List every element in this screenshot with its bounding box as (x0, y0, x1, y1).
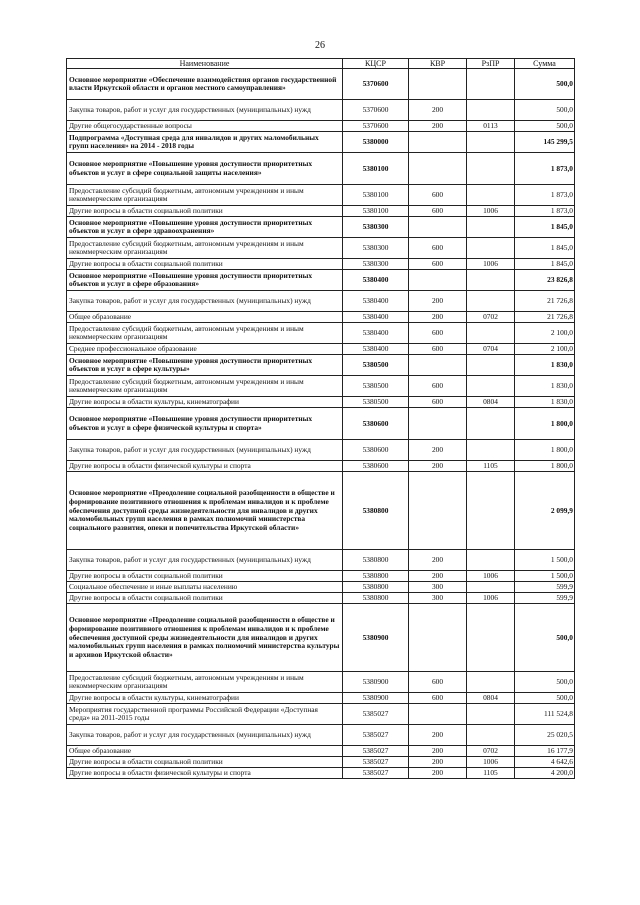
cell-kvr: 600 (409, 206, 467, 217)
cell-sum: 2 100,0 (515, 323, 575, 344)
budget-table (66, 58, 575, 779)
cell-sum: 2 099,9 (515, 472, 575, 550)
cell-rzpr (467, 100, 515, 121)
cell-kcsr: 5385027 (343, 768, 409, 779)
cell-kcsr: 5385027 (343, 725, 409, 746)
header-kcsr: КЦСР (343, 59, 409, 69)
cell-kvr: 600 (409, 397, 467, 408)
table-row (67, 440, 575, 461)
table-row (67, 206, 575, 217)
cell-sum: 4 200,0 (515, 768, 575, 779)
cell-sum: 25 020,5 (515, 725, 575, 746)
cell-rzpr: 1006 (467, 593, 515, 604)
cell-rzpr (467, 376, 515, 397)
cell-name: Основное мероприятие «Повышение уровня доступности приоритетных объектов и услуг в сфере образования» (67, 270, 343, 291)
cell-kvr (409, 69, 467, 100)
cell-kcsr: 5380600 (343, 461, 409, 472)
cell-sum: 500,0 (515, 604, 575, 672)
cell-sum: 1 873,0 (515, 185, 575, 206)
cell-sum: 599,9 (515, 593, 575, 604)
cell-name: Закупка товаров, работ и услуг для государственных (муниципальных) нужд (67, 550, 343, 571)
cell-name: Общее образование (67, 746, 343, 757)
cell-rzpr (467, 355, 515, 376)
table-row (67, 323, 575, 344)
table-row (67, 100, 575, 121)
cell-sum: 4 642,6 (515, 757, 575, 768)
cell-kcsr: 5370600 (343, 100, 409, 121)
cell-kcsr: 5380800 (343, 571, 409, 582)
cell-kvr: 600 (409, 344, 467, 355)
cell-sum: 1 873,0 (515, 153, 575, 185)
table-row (67, 259, 575, 270)
cell-kvr: 200 (409, 768, 467, 779)
cell-rzpr: 1105 (467, 768, 515, 779)
cell-kvr: 600 (409, 185, 467, 206)
cell-kcsr: 5380800 (343, 593, 409, 604)
cell-kcsr: 5380900 (343, 693, 409, 704)
table-body (67, 69, 575, 779)
cell-name: Предоставление субсидий бюджетным, автономным учреждениям и иным некоммерческим организациям (67, 376, 343, 397)
cell-sum: 500,0 (515, 121, 575, 132)
cell-kcsr: 5380300 (343, 238, 409, 259)
table-row (67, 582, 575, 593)
cell-kcsr: 5380300 (343, 217, 409, 238)
cell-sum: 599,9 (515, 582, 575, 593)
cell-name: Другие общегосударственные вопросы (67, 121, 343, 132)
cell-rzpr: 1105 (467, 461, 515, 472)
cell-rzpr (467, 270, 515, 291)
cell-rzpr (467, 323, 515, 344)
cell-kvr: 200 (409, 312, 467, 323)
cell-kvr (409, 270, 467, 291)
cell-name: Предоставление субсидий бюджетным, автономным учреждениям и иным некоммерческим организациям (67, 185, 343, 206)
table-row (67, 344, 575, 355)
cell-name: Другие вопросы в области социальной политики (67, 259, 343, 270)
cell-sum: 2 100,0 (515, 344, 575, 355)
table-row (67, 408, 575, 440)
cell-sum: 1 830,0 (515, 397, 575, 408)
cell-name: Предоставление субсидий бюджетным, автономным учреждениям и иным некоммерческим организациям (67, 672, 343, 693)
table-row (67, 185, 575, 206)
cell-rzpr (467, 672, 515, 693)
cell-kcsr: 5370600 (343, 121, 409, 132)
cell-kcsr: 5380400 (343, 270, 409, 291)
cell-kvr: 600 (409, 323, 467, 344)
cell-kcsr: 5380600 (343, 408, 409, 440)
cell-sum: 21 726,8 (515, 291, 575, 312)
cell-name: Основное мероприятие «Повышение уровня доступности приоритетных объектов и услуг в сфере культуры» (67, 355, 343, 376)
cell-sum: 21 726,8 (515, 312, 575, 323)
table-row (67, 768, 575, 779)
cell-sum: 23 826,8 (515, 270, 575, 291)
cell-rzpr (467, 132, 515, 153)
cell-rzpr (467, 291, 515, 312)
table-row (67, 593, 575, 604)
table-row (67, 604, 575, 672)
table-row (67, 153, 575, 185)
cell-name: Другие вопросы в области социальной политики (67, 757, 343, 768)
cell-sum: 1 845,0 (515, 217, 575, 238)
cell-kcsr: 5380100 (343, 185, 409, 206)
cell-kcsr: 5385027 (343, 746, 409, 757)
header-name: Наименование (67, 59, 343, 69)
table-row (67, 238, 575, 259)
cell-rzpr: 1006 (467, 757, 515, 768)
cell-rzpr: 1006 (467, 206, 515, 217)
cell-rzpr (467, 440, 515, 461)
cell-kcsr: 5370600 (343, 69, 409, 100)
cell-name: Предоставление субсидий бюджетным, автономным учреждениям и иным некоммерческим организациям (67, 323, 343, 344)
cell-name: Другие вопросы в области физической культуры и спорта (67, 768, 343, 779)
cell-kcsr: 5380100 (343, 206, 409, 217)
cell-name: Другие вопросы в области социальной политики (67, 593, 343, 604)
cell-rzpr (467, 238, 515, 259)
cell-kcsr: 5380400 (343, 312, 409, 323)
cell-kcsr: 5380300 (343, 259, 409, 270)
cell-kvr (409, 217, 467, 238)
table-row (67, 355, 575, 376)
cell-rzpr (467, 408, 515, 440)
cell-sum: 500,0 (515, 69, 575, 100)
cell-kvr: 200 (409, 757, 467, 768)
cell-sum: 1 800,0 (515, 440, 575, 461)
cell-name: Мероприятия государственной программы Российской Федерации «Доступная среда» на 2011-2015 годы (67, 704, 343, 725)
cell-rzpr (467, 550, 515, 571)
cell-rzpr (467, 725, 515, 746)
cell-kvr (409, 355, 467, 376)
cell-name: Закупка товаров, работ и услуг для государственных (муниципальных) нужд (67, 440, 343, 461)
cell-kvr (409, 153, 467, 185)
table-row (67, 217, 575, 238)
cell-kvr: 300 (409, 582, 467, 593)
cell-name: Другие вопросы в области физической культуры и спорта (67, 461, 343, 472)
cell-kvr: 200 (409, 550, 467, 571)
header-kvr: КВР (409, 59, 467, 69)
cell-kcsr: 5380600 (343, 440, 409, 461)
cell-name: Другие вопросы в области культуры, кинематографии (67, 397, 343, 408)
cell-name: Подпрограмма «Доступная среда для инвалидов и других маломобильных групп населения» на 2014 - 2018 годы (67, 132, 343, 153)
cell-name: Закупка товаров, работ и услуг для государственных (муниципальных) нужд (67, 291, 343, 312)
table-row (67, 746, 575, 757)
cell-kcsr: 5380500 (343, 376, 409, 397)
cell-name: Основное мероприятие «Преодоление социальной разобщенности в обществе и формирование позитивного отношения к проблемам инвалидов и к проблеме обеспечения доступной среды жизнедеятельности для инвалидов и других маломобильных групп населения в рамках полномочий министерства культуры и архивов Иркутской области» (67, 604, 343, 672)
table-row (67, 69, 575, 100)
cell-kvr: 600 (409, 672, 467, 693)
cell-kcsr: 5380800 (343, 582, 409, 593)
table-row (67, 397, 575, 408)
cell-rzpr (467, 185, 515, 206)
cell-rzpr: 0804 (467, 397, 515, 408)
cell-kcsr: 5380800 (343, 472, 409, 550)
cell-kvr: 200 (409, 121, 467, 132)
cell-kvr: 200 (409, 100, 467, 121)
cell-rzpr: 0804 (467, 693, 515, 704)
cell-kvr: 200 (409, 725, 467, 746)
cell-rzpr: 0704 (467, 344, 515, 355)
cell-name: Социальное обеспечение и иные выплаты населению (67, 582, 343, 593)
cell-name: Закупка товаров, работ и услуг для государственных (муниципальных) нужд (67, 100, 343, 121)
cell-kvr (409, 132, 467, 153)
cell-name: Предоставление субсидий бюджетным, автономным учреждениям и иным некоммерческим организациям (67, 238, 343, 259)
cell-sum: 1 800,0 (515, 408, 575, 440)
cell-kvr (409, 408, 467, 440)
cell-kvr: 200 (409, 746, 467, 757)
cell-sum: 500,0 (515, 693, 575, 704)
cell-kvr: 600 (409, 376, 467, 397)
cell-sum: 1 873,0 (515, 206, 575, 217)
cell-name: Основное мероприятие «Повышение уровня доступности приоритетных объектов и услуг в сфере здравоохранения» (67, 217, 343, 238)
table-row (67, 376, 575, 397)
cell-kvr (409, 704, 467, 725)
cell-kvr: 200 (409, 461, 467, 472)
table-row (67, 312, 575, 323)
cell-kvr: 200 (409, 440, 467, 461)
table-row (67, 757, 575, 768)
table-row (67, 550, 575, 571)
cell-rzpr (467, 217, 515, 238)
cell-kcsr: 5380000 (343, 132, 409, 153)
cell-rzpr (467, 704, 515, 725)
cell-kcsr: 5380400 (343, 344, 409, 355)
cell-sum: 1 500,0 (515, 571, 575, 582)
cell-sum: 145 299,5 (515, 132, 575, 153)
table-row (67, 472, 575, 550)
cell-sum: 500,0 (515, 672, 575, 693)
cell-name: Другие вопросы в области культуры, кинематографии (67, 693, 343, 704)
table-row (67, 291, 575, 312)
cell-name: Основное мероприятие «Преодоление социальной разобщенности в обществе и формирование позитивного отношения к проблемам инвалидов и к проблеме обеспечения доступной среды жизнедеятельности для инвалидов и других маломобильных групп населения в рамках полномочий министерства социального развития, опеки и попечительства Иркутской области» (67, 472, 343, 550)
cell-name: Основное мероприятие «Повышение уровня доступности приоритетных объектов и услуг в сфере физической культуры и спорта» (67, 408, 343, 440)
cell-sum: 500,0 (515, 100, 575, 121)
cell-sum: 1 830,0 (515, 376, 575, 397)
cell-name: Основное мероприятие «Обеспечение взаимодействия органов государственной власти Иркутской области и органов местного самоуправления» (67, 69, 343, 100)
cell-sum: 1 800,0 (515, 461, 575, 472)
table-row (67, 672, 575, 693)
cell-sum: 16 177,9 (515, 746, 575, 757)
cell-rzpr (467, 69, 515, 100)
cell-kcsr: 5380400 (343, 291, 409, 312)
cell-kcsr: 5380800 (343, 550, 409, 571)
cell-name: Общее образование (67, 312, 343, 323)
cell-sum: 1 500,0 (515, 550, 575, 571)
cell-rzpr: 0702 (467, 312, 515, 323)
cell-rzpr: 0113 (467, 121, 515, 132)
cell-kvr: 300 (409, 593, 467, 604)
cell-kcsr: 5385027 (343, 704, 409, 725)
table-header-row (67, 59, 575, 69)
table-row (67, 693, 575, 704)
header-sum: Сумма (515, 59, 575, 69)
cell-kcsr: 5380900 (343, 604, 409, 672)
table-row (67, 725, 575, 746)
table-row (67, 121, 575, 132)
cell-kcsr: 5385027 (343, 757, 409, 768)
table-row (67, 704, 575, 725)
table-row (67, 132, 575, 153)
header-rzpr: РзПР (467, 59, 515, 69)
cell-kcsr: 5380100 (343, 153, 409, 185)
cell-kvr (409, 604, 467, 672)
cell-kcsr: 5380500 (343, 355, 409, 376)
cell-kvr: 200 (409, 571, 467, 582)
cell-sum: 1 845,0 (515, 259, 575, 270)
table-row (67, 270, 575, 291)
cell-kvr: 600 (409, 259, 467, 270)
cell-rzpr (467, 604, 515, 672)
cell-kvr: 200 (409, 291, 467, 312)
cell-rzpr (467, 472, 515, 550)
cell-sum: 1 845,0 (515, 238, 575, 259)
cell-kcsr: 5380400 (343, 323, 409, 344)
cell-rzpr: 0702 (467, 746, 515, 757)
cell-kvr: 600 (409, 238, 467, 259)
cell-name: Основное мероприятие «Повышение уровня доступности приоритетных объектов и услуг в сфере социальной защиты населения» (67, 153, 343, 185)
cell-name: Закупка товаров, работ и услуг для государственных (муниципальных) нужд (67, 725, 343, 746)
cell-sum: 111 524,8 (515, 704, 575, 725)
cell-name: Другие вопросы в области социальной политики (67, 571, 343, 582)
cell-kcsr: 5380500 (343, 397, 409, 408)
cell-sum: 1 830,0 (515, 355, 575, 376)
cell-rzpr (467, 582, 515, 593)
table-row (67, 461, 575, 472)
cell-name: Среднее профессиональное образование (67, 344, 343, 355)
cell-rzpr: 1006 (467, 259, 515, 270)
cell-rzpr: 1006 (467, 571, 515, 582)
cell-rzpr (467, 153, 515, 185)
cell-name: Другие вопросы в области социальной политики (67, 206, 343, 217)
cell-kvr: 600 (409, 693, 467, 704)
cell-kvr (409, 472, 467, 550)
cell-kcsr: 5380900 (343, 672, 409, 693)
table-row (67, 571, 575, 582)
page-number: 26 (315, 40, 325, 51)
